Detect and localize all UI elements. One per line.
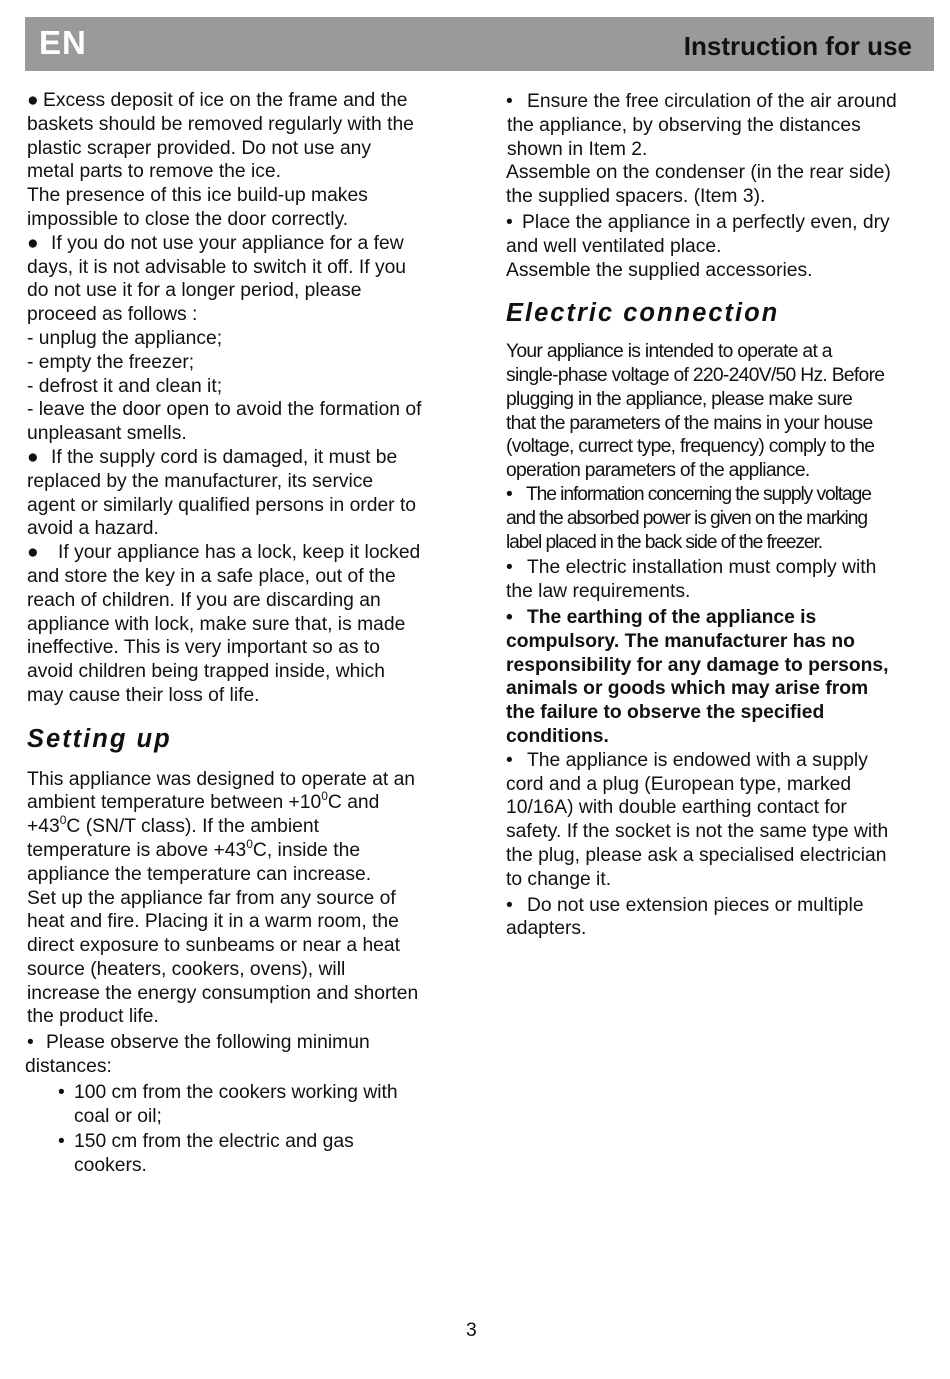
header-title: Instruction for use [683, 31, 912, 61]
supply-info-paragraph: • The information concerning the supply voltage and the absorbed power is given on the marking label placed in the back side of the freezer. [506, 483, 871, 553]
electric-connection-heading: Electric connection [506, 299, 780, 328]
bullet-icon: • [506, 91, 513, 112]
setup-paragraph: Set up the appliance far from any source of heat and fire. Placing it in a warm room, the direct exposure to sunbeams or near a heat source (heaters, cookers, ovens), will increase the energy consumption and shorten the product life. [27, 887, 419, 1028]
cord-paragraph: ● If the supply cord is damaged, it must be replaced by the manufacturer, its service agent or similarly qualified persons in order to avoid a hazard. [27, 446, 417, 540]
bullet-icon: ● [27, 90, 39, 111]
earthing-warning: • The earthing of the appliance is compulsory. The manufacturer has no responsibility for any damage to persons, animals or goods which may arise from the failure to observe the specified conditions. [506, 606, 889, 747]
voltage-paragraph: Your appliance is intended to operate at a single-phase voltage of 220-240V/50 Hz. Before plugging in the appliance, please make sure that the parameters of the mains in your house (voltage, currect type, frequency) comply to the operation parameters of the appliance. [506, 341, 885, 482]
distances-paragraph: • Please observe the following minimun distances: [25, 1032, 370, 1078]
bullet-icon: • [58, 1081, 65, 1103]
bullet-icon: ● [27, 542, 39, 564]
right-column [506, 90, 936, 941]
air-paragraph: • Ensure the free circulation of the air around the appliance, by observing the distances shown in Item 2. Assemble on the condenser (in the rear side) the supplied spacers. (Item 3). [506, 91, 897, 208]
bullet-icon: • [506, 483, 512, 505]
setting-up-heading: Setting up [27, 724, 172, 753]
bullet-icon: • [58, 1131, 65, 1153]
language-label: EN [39, 24, 87, 61]
temperature-paragraph: This appliance was designed to operate at an ambient temperature between $+10^0C$ and $+43^0C$ (SN/T class). If the ambient temperature is above $+43^0C$, inside the appliance the temperature can increase. [27, 768, 416, 885]
unused-paragraph: ● If you do not use your appliance for a few days, it is not advisable to switch it off. If you do not use it for a longer period, please proceed as follows : - unplug the appliance; - empty the freezer; - defrost it and clean it; - leave the door open to avoid the formation of unpleasant smells. [27, 232, 422, 445]
extension-paragraph: • Do not use extension pieces or multiple adapters. [506, 894, 864, 940]
ice-paragraph: ● Excess deposit of ice on the frame and the baskets should be removed regularly with the plastic scraper provided. Do not use any metal parts to remove the ice. The presence of this ice build-up makes impossible to close the door correctly. [27, 90, 414, 230]
bullet-icon: ● [27, 446, 39, 468]
bullet-icon: • [506, 606, 513, 628]
page-header [25, 17, 934, 71]
bullet-icon: • [27, 1032, 34, 1054]
lock-paragraph: ● If your appliance has a lock, keep it locked and store the key in a safe place, out of the reach of children. If you are discarding an appliance with lock, make sure that, is made ineffective. This is very important so as to avoid children being trapped inside, which may cause their loss of life. [27, 542, 421, 706]
distance-list: • 100 cm from the cookers working with coal or oil; • 150 cm from the electric and gas cookers. [58, 1081, 398, 1177]
plug-paragraph: • The appliance is endowed with a supply cord and a plug (European type, marked 10/16A) with double earthing contact for safety. If the socket is not the same type with the plug, please ask a specialised electrician to change it. [506, 749, 889, 890]
page-number: 3 [466, 1320, 477, 1341]
left-column [27, 89, 457, 1178]
installation-paragraph: • The electric installation must comply with the law requirements. [506, 557, 877, 603]
place-paragraph: • Place the appliance in a perfectly even, dry and well ventilated place. Assemble the supplied accessories. [506, 211, 890, 281]
bullet-icon: ● [27, 232, 39, 254]
bullet-icon: • [506, 894, 513, 916]
bullet-icon: • [506, 211, 513, 233]
bullet-icon: • [506, 749, 513, 771]
bullet-icon: • [506, 557, 513, 579]
